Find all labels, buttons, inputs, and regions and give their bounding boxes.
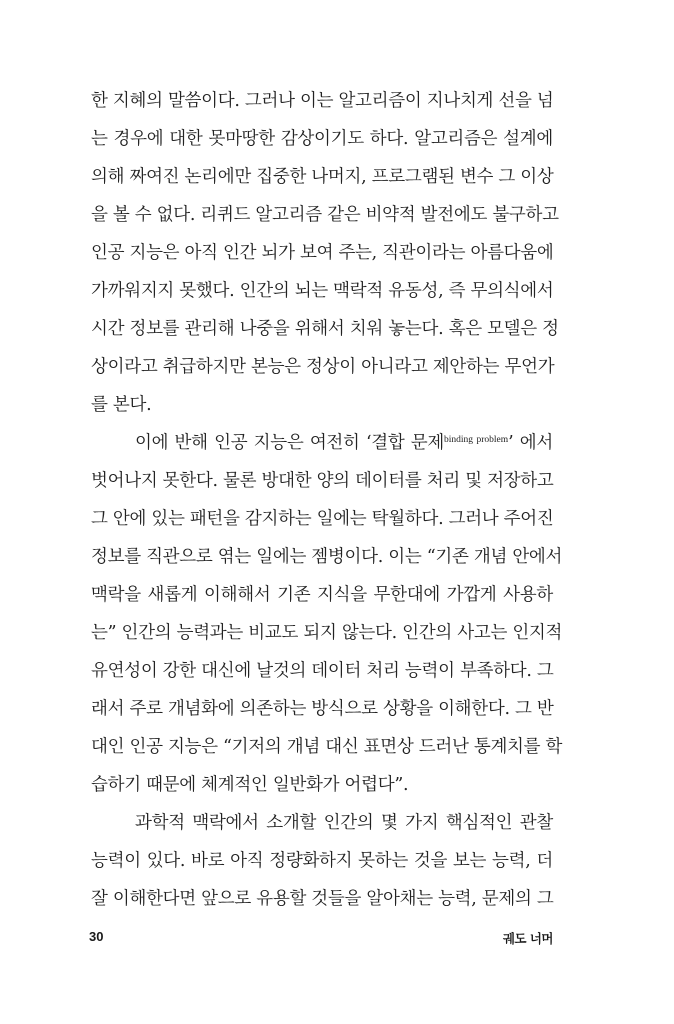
text-line: 를 본다. — [91, 395, 152, 415]
running-title: 궤도 너머 — [502, 931, 553, 946]
text-line: 유연성이 강한 대신에 날것의 데이터 처리 능력이 부족하다. 그 — [91, 661, 554, 681]
text-line: 대인 인공 지능은 “기저의 개념 대신 표면상 드러난 통계치를 학 — [91, 737, 563, 757]
text-line: 벗어나지 못한다. 물론 방대한 양의 데이터를 처리 및 저장하고 — [91, 471, 554, 491]
body-text — [91, 82, 563, 918]
text-line: 을 볼 수 없다. 리퀴드 알고리즘 같은 비약적 발전에도 불구하고 — [91, 205, 559, 225]
text-line: 인공 지능은 아직 인간 뇌가 보여 주는, 직관이라는 아름다움에 — [91, 243, 554, 263]
superscript-gloss: binding problem — [444, 435, 509, 445]
text-segment: ’ 에서 — [508, 433, 553, 453]
text-line: 맥락을 새롭게 이해해서 기존 지식을 무한대에 가깝게 사용하 — [91, 585, 553, 605]
text-line: 시간 정보를 관리해 나중을 위해서 치워 놓는다. 혹은 모델은 정 — [91, 319, 559, 339]
text-line: 는” 인간의 능력과는 비교도 되지 않는다. 인간의 사고는 인지적 — [91, 623, 563, 643]
text-line: 가까워지지 못했다. 인간의 뇌는 맥락적 유동성, 즉 무의식에서 — [91, 281, 554, 301]
text-line: 는 경우에 대한 못마땅한 감상이기도 하다. 알고리즘은 설계에 — [91, 129, 553, 149]
text-line: 습하기 때문에 체계적인 일반화가 어렵다”. — [91, 775, 409, 795]
text-line: 능력이 있다. 바로 아직 정량화하지 못하는 것을 보는 능력, 더 — [91, 851, 553, 871]
text-line: 한 지혜의 말씀이다. 그러나 이는 알고리즘이 지나치게 선을 넘 — [91, 91, 554, 111]
text-line: 의해 짜여진 논리에만 집중한 나머지, 프로그램된 변수 그 이상 — [91, 167, 554, 187]
text-line: 잘 이해한다면 앞으로 유용할 것들을 알아채는 능력, 문제의 그 — [91, 889, 554, 909]
text-line: 정보를 직관으로 엮는 일에는 젬병이다. 이는 “기존 개념 안에서 — [91, 547, 563, 567]
text-line: 래서 주로 개념화에 의존하는 방식으로 상황을 이해한다. 그 반 — [91, 699, 554, 719]
text-line: 상이라고 취급하지만 본능은 정상이 아니라고 제안하는 무언가 — [91, 357, 555, 377]
page-number: 30 — [89, 929, 104, 944]
paragraph-first-line: 과학적 맥락에서 소개할 인간의 몇 가지 핵심적인 관찰 — [135, 813, 553, 833]
text-segment: 이에 반해 인공 지능은 여전히 ‘결합 문제 — [135, 433, 444, 453]
paragraph-first-line — [91, 424, 553, 462]
text-line: 그 안에 있는 패턴을 감지하는 일에는 탁월하다. 그러나 주어진 — [91, 509, 554, 529]
